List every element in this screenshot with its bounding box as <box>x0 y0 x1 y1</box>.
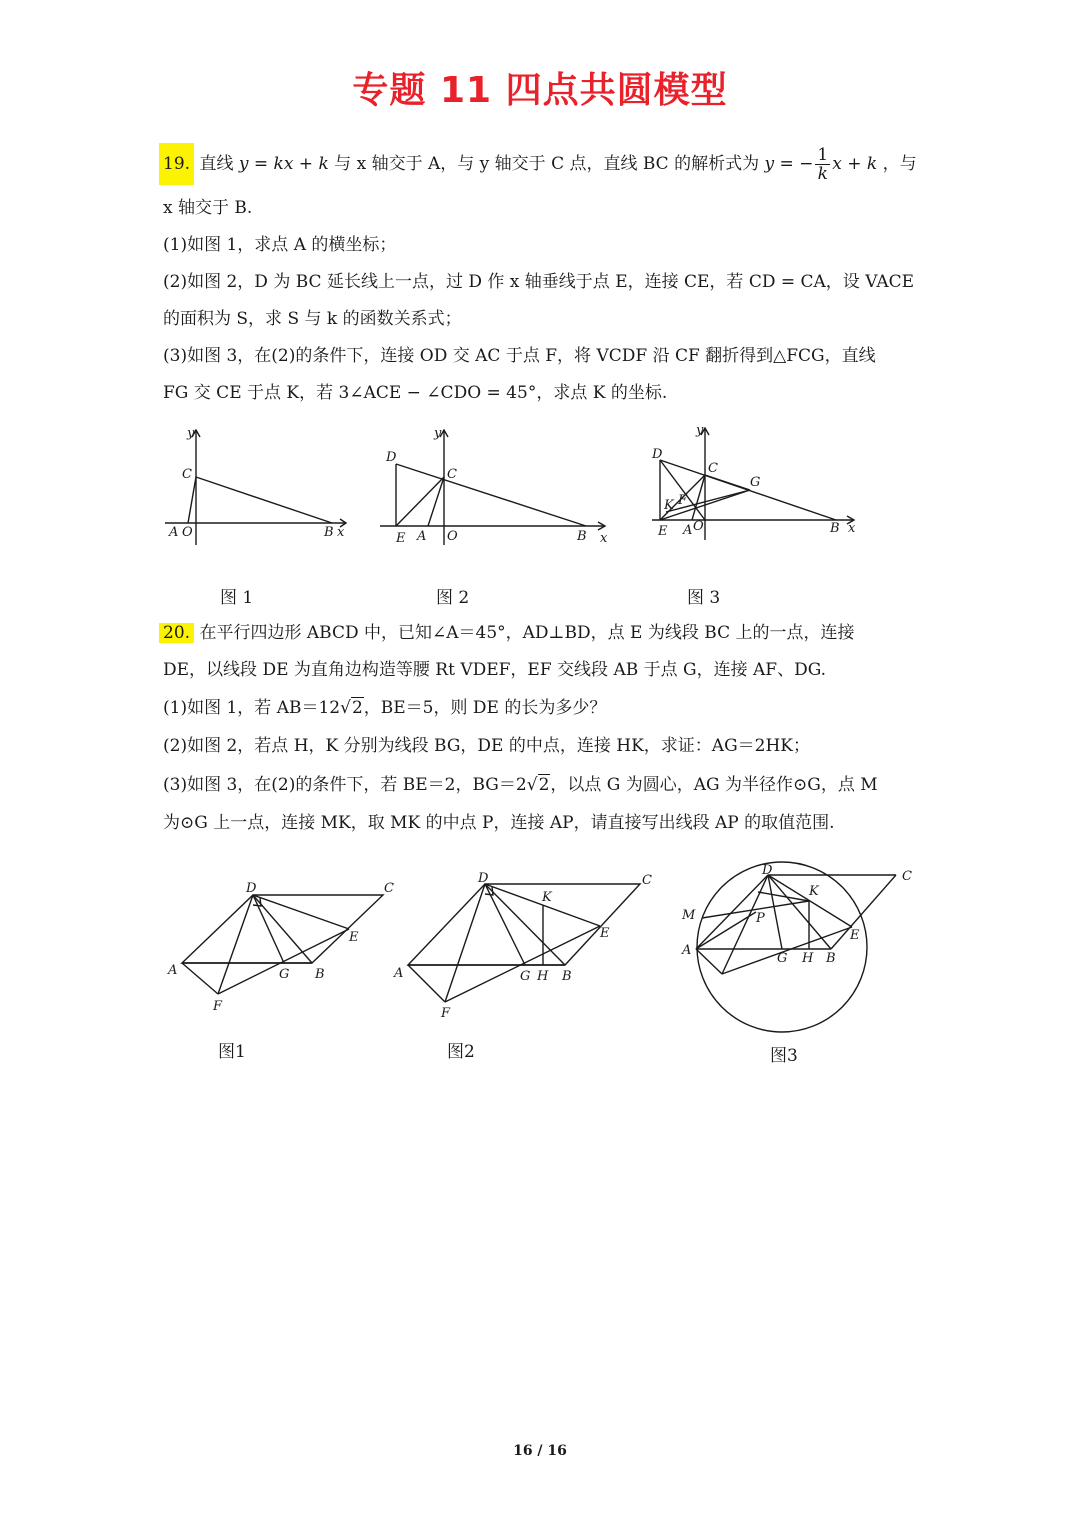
label-A: A <box>683 523 693 538</box>
q20-number: 20. <box>159 623 194 643</box>
label-E: E <box>850 928 860 943</box>
label-B: B <box>830 521 840 536</box>
q19-equation-1: y = kx + k <box>238 154 329 174</box>
q19-part-1: (1)如图 1，求点 A 的横坐标； <box>163 235 397 255</box>
q20-text: 在平行四边形 ABCD 中，已知∠A＝45°，AD⊥BD，点 E 为线段 BC 上的一点，连接 <box>199 623 855 643</box>
label-C: C <box>384 881 394 896</box>
label-F: F <box>213 999 223 1014</box>
label-G: G <box>750 475 761 490</box>
sqrt-symbol: √2 <box>526 775 550 795</box>
label-B: B <box>562 969 572 984</box>
label-A: A <box>394 966 404 981</box>
q19-line-1 <box>163 146 917 183</box>
q19-figure-3 <box>648 420 868 550</box>
label-D: D <box>246 881 257 896</box>
q20-line-2: DE，以线段 DE 为直角边构造等腰 Rt VDEF，EF 交线段 AB 于点 G，连接 AF、DG. <box>163 660 827 680</box>
label-C: C <box>708 461 718 476</box>
label-O: O <box>693 519 704 534</box>
q19-equation-2b: x + k <box>832 154 878 174</box>
q19-part-2-cont: 的面积为 S，求 S 与 k 的函数关系式； <box>163 309 462 329</box>
label-y: y <box>696 423 704 438</box>
q20-caption-1: 图1 <box>218 1042 246 1062</box>
q19-part-3: (3)如图 3，在(2)的条件下，连接 OD 交 AC 于点 F，将 VCDF 沿 CF 翻折得到△FCG，直线 <box>163 346 876 366</box>
label-G: G <box>279 967 290 982</box>
label-M: M <box>682 908 696 923</box>
q20-part-1: (1)如图 1，若 AB＝12√2，BE＝5，则 DE 的长为多少？ <box>163 698 607 718</box>
q19-number: 19. <box>159 143 194 185</box>
label-A: A <box>417 529 427 544</box>
label-F: F <box>441 1006 451 1021</box>
label-C: C <box>642 873 652 888</box>
page-number: 16 / 16 <box>513 1443 567 1459</box>
q19-line-2: x 轴交于 B. <box>163 198 253 218</box>
q20-caption-2: 图2 <box>447 1042 475 1062</box>
q20-figure-1 <box>160 870 400 1020</box>
q19-fraction: $\frac{1}{k}$ <box>817 145 829 184</box>
label-D: D <box>386 450 397 465</box>
label-C: C <box>447 467 457 482</box>
q19-part-2: (2)如图 2，D 为 BC 延长线上一点，过 D 作 x 轴垂线于点 E，连接 CE，若 CD = CA，设 VACE <box>163 272 915 292</box>
q19-text: 直线 <box>199 154 234 174</box>
label-A: A <box>682 943 692 958</box>
label-E: E <box>349 930 359 945</box>
label-H: H <box>802 951 814 966</box>
label-K: K <box>809 884 819 899</box>
label-G: G <box>777 951 788 966</box>
label-x: x <box>337 525 345 540</box>
label-E: E <box>600 926 610 941</box>
label-y: y <box>434 426 442 441</box>
label-E: E <box>396 531 406 546</box>
q20-figure-2 <box>390 864 660 1024</box>
label-P: P <box>756 911 765 926</box>
q19-part-3-cont: FG 交 CE 于点 K，若 3∠ACE − ∠CDO = 45°，求点 K 的坐标. <box>163 383 668 403</box>
q19-caption-1: 图 1 <box>220 588 254 608</box>
q19-caption-3: 图 3 <box>687 588 721 608</box>
label-D: D <box>652 447 663 462</box>
q19-caption-2: 图 2 <box>436 588 470 608</box>
q20-part-3-cont: 为⊙G 上一点，连接 MK，取 MK 的中点 P，连接 AP，请直接写出线段 AP 的取值范围. <box>163 813 835 833</box>
label-D: D <box>478 871 489 886</box>
q19-figure-1 <box>160 420 360 550</box>
label-F: F <box>678 493 688 508</box>
label-K: K <box>542 890 552 905</box>
label-x: x <box>848 521 856 536</box>
label-C: C <box>902 869 912 884</box>
q19-text: ，与 <box>882 154 917 174</box>
q19-equation-2a: y = − <box>764 154 814 174</box>
q20-figure-3 <box>676 852 916 1042</box>
q19-figure-2 <box>376 420 616 550</box>
label-E: E <box>658 524 668 539</box>
label-B: B <box>577 529 587 544</box>
label-y: y <box>187 426 195 441</box>
label-x: x <box>600 531 608 546</box>
q19-text: 与 x 轴交于 A，与 y 轴交于 C 点，直线 BC 的解析式为 <box>334 154 760 174</box>
label-A: A <box>169 525 179 540</box>
label-G: G <box>520 969 531 984</box>
label-C: C <box>182 467 192 482</box>
label-B: B <box>826 951 836 966</box>
page-title: 专题 11 四点共圆模型 <box>352 70 728 111</box>
sqrt-symbol: √2 <box>340 698 363 718</box>
label-K: K <box>664 498 674 513</box>
q20-part-3: (3)如图 3，在(2)的条件下，若 BE＝2，BG＝2√2，以点 G 为圆心，AG 为半径作⊙G，点 M <box>163 775 878 795</box>
label-B: B <box>315 967 325 982</box>
label-B: B <box>324 525 334 540</box>
label-D: D <box>762 863 773 878</box>
label-O: O <box>182 525 193 540</box>
label-A: A <box>168 963 178 978</box>
q20-line-1 <box>163 622 855 644</box>
label-O: O <box>447 529 458 544</box>
q20-caption-3: 图3 <box>770 1046 798 1066</box>
q20-part-2: (2)如图 2，若点 H，K 分别为线段 BG，DE 的中点，连接 HK，求证：AG＝2HK； <box>163 736 810 756</box>
label-H: H <box>537 969 549 984</box>
